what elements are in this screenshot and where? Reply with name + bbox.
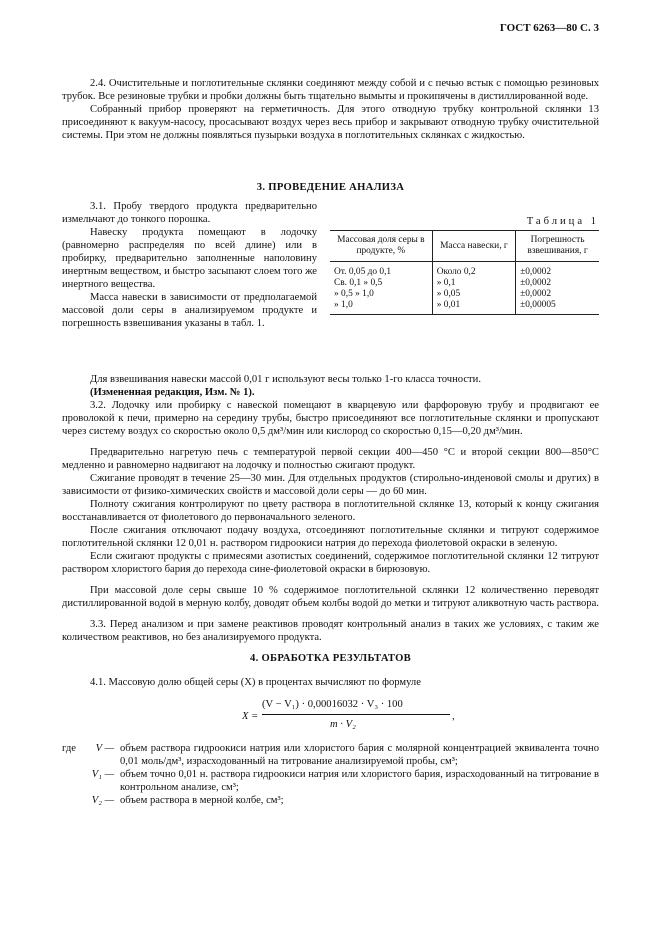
- table-cell: ±0,0002: [516, 262, 599, 279]
- table-cell: Около 0,2: [432, 262, 515, 279]
- formula-trail: ,: [452, 711, 455, 722]
- formula-lhs: X =: [242, 711, 259, 722]
- block-4-1: [62, 676, 599, 689]
- table-row: [330, 262, 599, 279]
- table-header-cell: Масса навески, г: [432, 231, 515, 262]
- table-row: [330, 278, 599, 289]
- table-header-cell: Погрешность взвешивания, г: [516, 231, 599, 262]
- definition-text: объем точно 0,01 н. раствора гидроокиси натрия или хлористого бария, израсходованный на титрование в контрольном анализе, см³;: [120, 769, 599, 793]
- table-cell: Св. 0,1 » 0,5: [334, 278, 383, 288]
- paragraph-complete: Полноту сжигания контролируют по цвету раствора в поглотительной склянке 13, который к концу сжигания восстанавливается от фиолетового до первоначального зеленого.: [62, 499, 599, 523]
- paragraph-over10: При массовой доле серы свыше 10 % содержимое поглотительной склянки 12 количественно переводят дистиллированной водой в мерную колбу, доводят объем колбы водой до метки и титруют аликвотную часть раствора.: [62, 585, 599, 609]
- definition-symbol: V₂ —: [91, 795, 114, 806]
- definition-symbol: V₁ —: [91, 769, 114, 780]
- section-3-title: 3. ПРОВЕДЕНИЕ АНАЛИЗА: [256, 182, 405, 193]
- paragraph-nitrogen: Если сжигают продукты с примесями азотистых соединений, содержимое поглотительной склянки 12 титруют раствором хлористого бария до перехода сине-фиолетовой окраски в бирюзовую.: [62, 551, 599, 575]
- left-column: [62, 200, 317, 330]
- table-cell: » 0,05: [432, 289, 515, 300]
- section-3-heading-wrap: [62, 181, 599, 194]
- table-cell: ±0,0002: [516, 278, 599, 289]
- table-cell: » 0,5 » 1,0: [334, 289, 374, 299]
- table-1: [330, 230, 599, 315]
- definition-text: объем раствора в мерной колбе, см³;: [120, 795, 284, 806]
- paragraph-burn: Сжигание проводят в течение 25—30 мин. Для отдельных продуктов (стирольно-инденовой смолы и других) в зависимости от физико-химических свойств и массовой доли серы — до 60 мин.: [62, 473, 599, 497]
- paragraph-4-1: 4.1. Массовую долю общей серы (X) в процентах вычисляют по формуле: [90, 677, 421, 688]
- table-cell: » 0,1: [432, 278, 515, 289]
- table-1-block: [330, 215, 599, 315]
- fraction-bar: [262, 714, 450, 715]
- amendment-note: (Измененная редакция, Изм. № 1).: [90, 387, 255, 398]
- table-header-row: [330, 231, 599, 262]
- formula-denominator: m · V₂: [330, 719, 356, 730]
- paragraph-3-2: 3.2. Лодочку или пробирку с навеской помещают в кварцевую или фарфоровую трубу и продвигают ее проволокой к печи, примерно на середину трубы, быстро присоединяют все поглотительные склянки и пропускают через систему воздух со скоростью около 0,5 дм³/мин или кислород со скоростью 0,15—0,20 дм³/мин.: [62, 400, 599, 437]
- table-cell: ±0,0002: [516, 289, 599, 300]
- paragraph-3-3: 3.3. Перед анализом и при замене реактивов проводят контрольный анализ в таких же условиях, с таким же количеством реактивов, но без анализируемого продукта.: [62, 619, 599, 643]
- definition-row: [62, 768, 599, 794]
- paragraph-boat: Навеску продукта помещают в лодочку (равномерно распределяя по всей длине) или в пробирку, предварительно заполненные наполовину инертным веществом, и быстро засыпают слоем того же инертного вещества.: [62, 227, 317, 290]
- definition-symbol: V —: [95, 743, 114, 754]
- table-cell: » 0,01: [432, 300, 515, 315]
- paragraph-heat: Предварительно нагретую печь с температурой первой секции 400—450 °С и второй секции 800—850°С медленно и равномерно надвигают на лодочку и полностью сжигают продукт.: [62, 447, 599, 471]
- table-row: [330, 289, 599, 300]
- paragraph-after: После сжигания отключают подачу воздуха, отсоединяют поглотительные склянки и титруют содержимое поглотительной склянки 12 0,01 н. раствором гидроокиси натрия до перехода фиолетовой окраски в зеленую.: [62, 525, 599, 549]
- block-middle: [62, 373, 599, 644]
- table-cell: » 1,0: [330, 300, 432, 315]
- definition-row: [62, 742, 599, 768]
- formula-numerator: (V − V₁) · 0,00016032 · V₃ · 100: [262, 699, 403, 710]
- block-top: [62, 77, 599, 142]
- table-caption: Таблица 1: [526, 216, 599, 227]
- paragraph-scales: Для взвешивания навески массой 0,01 г используют весы только 1-го класса точности.: [90, 374, 482, 385]
- definition-prefix: где: [62, 743, 76, 754]
- section-4-title: 4. ОБРАБОТКА РЕЗУЛЬТАТОВ: [250, 653, 411, 664]
- table-cell: От. 0,05 до 0,1: [334, 267, 392, 277]
- definition-text: объем раствора гидроокиси натрия или хлористого бария с молярной концентрацией эквивалента точно 0,01 моль/дм³, израсходованный на титрование анализируемой пробы, см³;: [120, 743, 599, 767]
- paragraph-3-1: 3.1. Пробу твердого продукта предварительно измельчают до тонкого порошка.: [62, 201, 317, 225]
- paragraph-assembled: Собранный прибор проверяют на герметичность. Для этого отводную трубку контрольной склянки 13 присоединяют к вакуум-насосу, просасывают воздух через весь прибор и закрывают отводную трубку очистительной системы. При этом не должны появляться пузырьки воздуха в поглотительных склянках с жидкостью.: [62, 104, 599, 141]
- table-header-cell: Массовая доля серы в продукте, %: [330, 231, 432, 262]
- paragraph-2-4: 2.4. Очистительные и поглотительные склянки соединяют между собой и с печью встык с помощью резиновых трубок. Все резиновые трубки и пробки должны быть тщательно вымыты и прокипячены в дистиллированной воде.: [62, 78, 599, 102]
- section-4-heading-wrap: [62, 652, 599, 665]
- variable-definitions: [62, 742, 599, 807]
- sulfur-formula: [242, 698, 542, 738]
- table-cell: ±0,00005: [516, 300, 599, 315]
- paragraph-mass: Масса навески в зависимости от предполагаемой массовой доли серы в анализируемом продукте и погрешность взвешивания указаны в табл. 1.: [62, 292, 317, 329]
- definition-row: [62, 794, 599, 807]
- page-header: ГОСТ 6263—80 С. 3: [499, 22, 599, 34]
- table-row: [330, 300, 599, 315]
